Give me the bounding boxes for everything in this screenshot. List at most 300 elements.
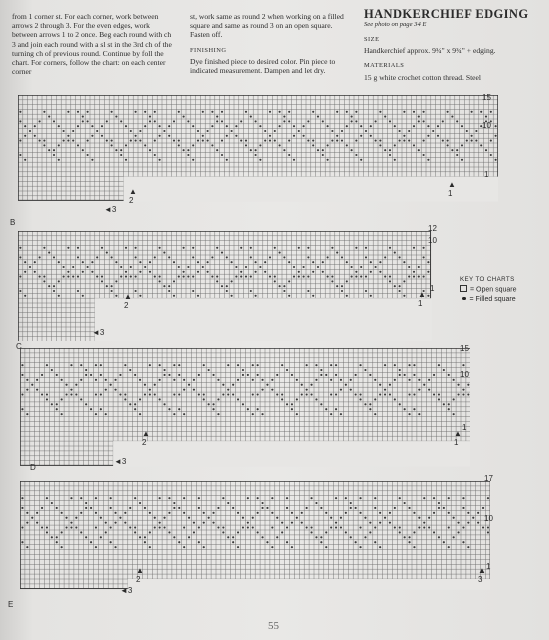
filled-square — [331, 276, 333, 278]
filled-square — [198, 526, 200, 528]
filled-square — [178, 140, 180, 142]
filled-square — [72, 266, 74, 268]
filled-square — [135, 290, 137, 292]
filled-square — [345, 384, 347, 386]
filled-square — [252, 364, 254, 366]
filled-square — [19, 247, 21, 249]
filled-square — [21, 374, 23, 376]
filled-square — [389, 512, 391, 514]
filled-square — [482, 507, 484, 509]
filled-square — [168, 290, 170, 292]
filled-square — [207, 271, 209, 273]
filled-square — [80, 512, 82, 514]
filled-square — [202, 140, 204, 142]
filled-square — [433, 374, 435, 376]
filled-square — [91, 271, 93, 273]
filled-square — [237, 398, 239, 400]
filled-square — [286, 507, 288, 509]
filled-square — [65, 526, 67, 528]
filled-square — [70, 522, 72, 524]
filled-square — [320, 369, 322, 371]
filled-square — [257, 393, 259, 395]
filled-square — [447, 144, 449, 146]
filled-square — [423, 120, 425, 122]
filled-square — [350, 389, 352, 391]
filled-square — [374, 398, 376, 400]
filled-square — [183, 271, 185, 273]
filled-square — [124, 398, 126, 400]
filled-square — [487, 497, 489, 499]
filled-square — [178, 364, 180, 366]
filled-square — [490, 140, 492, 142]
filled-square — [394, 398, 396, 400]
filled-square — [331, 247, 333, 249]
filled-square — [360, 266, 362, 268]
filled-square — [418, 116, 420, 118]
chart-b-grid — [18, 95, 498, 219]
filled-square — [198, 497, 200, 499]
filled-square — [291, 522, 293, 524]
filled-square — [418, 379, 420, 381]
filled-square — [159, 276, 161, 278]
filled-square — [216, 276, 218, 278]
chart-d — [10, 345, 510, 475]
filled-square — [403, 295, 405, 297]
filled-square — [307, 140, 309, 142]
filled-square — [77, 247, 79, 249]
filled-square — [65, 393, 67, 395]
filled-square — [303, 135, 305, 137]
filled-square — [443, 507, 445, 509]
filled-square — [154, 120, 156, 122]
filled-square — [423, 247, 425, 249]
filled-square — [325, 374, 327, 376]
filled-square — [482, 526, 484, 528]
filled-square — [375, 120, 377, 122]
filled-square — [46, 393, 48, 395]
filled-square — [467, 393, 469, 395]
filled-square — [21, 497, 23, 499]
filled-square — [242, 374, 244, 376]
filled-square — [325, 408, 327, 410]
filled-square — [423, 154, 425, 156]
filled-square — [279, 144, 281, 146]
filled-square — [85, 374, 87, 376]
filled-square — [247, 408, 249, 410]
filled-square — [120, 120, 122, 122]
filled-square — [296, 379, 298, 381]
filled-square — [340, 517, 342, 519]
filled-square — [298, 247, 300, 249]
key-open-label: = Open square — [470, 286, 517, 294]
filled-square — [130, 140, 132, 142]
filled-square — [144, 536, 146, 538]
filled-square — [53, 120, 55, 122]
filled-square — [48, 285, 50, 287]
filled-square — [317, 116, 319, 118]
filled-square — [355, 111, 357, 113]
filled-square — [261, 413, 263, 415]
filled-square — [276, 393, 278, 395]
filled-square — [271, 512, 273, 514]
filled-square — [322, 120, 324, 122]
filled-square — [231, 295, 233, 297]
filled-square — [29, 130, 31, 132]
filled-square — [77, 125, 79, 127]
filled-square — [330, 526, 332, 528]
filled-square — [261, 502, 263, 504]
filled-square — [485, 116, 487, 118]
filled-square — [245, 144, 247, 146]
filled-square — [384, 116, 386, 118]
filled-square — [288, 280, 290, 282]
filled-square — [403, 111, 405, 113]
filled-square — [364, 536, 366, 538]
filled-square — [227, 393, 229, 395]
filled-square — [110, 384, 112, 386]
filled-square — [276, 374, 278, 376]
filled-square — [399, 130, 401, 132]
filled-square — [159, 247, 161, 249]
filled-square — [477, 522, 479, 524]
filled-square — [217, 379, 219, 381]
filled-square — [451, 149, 453, 151]
filled-square — [261, 379, 263, 381]
filled-square — [320, 507, 322, 509]
filled-square — [447, 140, 449, 142]
filled-square — [26, 413, 28, 415]
filled-square — [307, 247, 309, 249]
filled-square — [114, 389, 116, 391]
filled-square — [58, 125, 60, 127]
filled-square — [413, 408, 415, 410]
filled-square — [95, 364, 97, 366]
filled-square — [480, 111, 482, 113]
chart-c-arrow-3: ◄3 — [92, 328, 105, 337]
filled-square — [149, 389, 151, 391]
filled-square — [310, 497, 312, 499]
filled-square — [226, 135, 228, 137]
filled-square — [389, 149, 391, 151]
filled-square — [336, 135, 338, 137]
filled-square — [192, 125, 194, 127]
filled-square — [120, 266, 122, 268]
filled-square — [418, 517, 420, 519]
filled-square — [255, 261, 257, 263]
filled-square — [325, 546, 327, 548]
filled-square — [399, 256, 401, 258]
finishing-heading: FINISHING — [190, 46, 227, 54]
filled-square — [340, 526, 342, 528]
filled-square — [408, 393, 410, 395]
filled-square — [163, 252, 165, 254]
filled-square — [163, 285, 165, 287]
filled-square — [222, 393, 224, 395]
filled-square — [63, 130, 65, 132]
instructions-column-2 — [190, 12, 350, 75]
chart-c-label: C — [16, 342, 22, 351]
filled-square — [149, 531, 151, 533]
filled-square — [114, 379, 116, 381]
chart-e-row-top: 17 — [484, 474, 493, 483]
filled-square — [77, 111, 79, 113]
filled-square — [101, 280, 103, 282]
filled-square — [340, 379, 342, 381]
filled-square — [389, 522, 391, 524]
filled-square — [471, 111, 473, 113]
filled-square — [120, 276, 122, 278]
filled-square — [245, 111, 247, 113]
filled-square — [168, 374, 170, 376]
filled-square — [63, 140, 65, 142]
filled-square — [404, 502, 406, 504]
filled-square — [232, 393, 234, 395]
filled-square — [438, 502, 440, 504]
chart-e-arrow-3-label: 3 — [127, 586, 133, 595]
filled-square — [312, 144, 314, 146]
filled-square — [48, 252, 50, 254]
filled-square — [168, 512, 170, 514]
filled-square — [178, 507, 180, 509]
filled-square — [21, 507, 23, 509]
filled-square — [433, 393, 435, 395]
photo-reference: See photo on page 34 E — [364, 21, 427, 28]
filled-square — [269, 140, 271, 142]
filled-square — [173, 507, 175, 509]
filled-square — [462, 541, 464, 543]
filled-square — [495, 159, 497, 161]
filled-square — [346, 261, 348, 263]
filled-square — [235, 125, 237, 127]
filled-square — [394, 144, 396, 146]
filled-square — [274, 247, 276, 249]
filled-square — [281, 398, 283, 400]
filled-square — [125, 125, 127, 127]
filled-square — [336, 140, 338, 142]
filled-square — [355, 374, 357, 376]
filled-square — [101, 135, 103, 137]
filled-square — [183, 512, 185, 514]
filled-square — [274, 140, 276, 142]
filled-square — [19, 120, 21, 122]
filled-square — [336, 252, 338, 254]
filled-square — [360, 125, 362, 127]
filled-square — [216, 149, 218, 151]
filled-square — [359, 364, 361, 366]
filled-square — [106, 140, 108, 142]
filled-square — [495, 125, 497, 127]
filled-square — [296, 413, 298, 415]
filled-square — [457, 522, 459, 524]
filled-square — [58, 280, 60, 282]
filled-square — [438, 398, 440, 400]
chart-b-row-top: 15 — [482, 93, 491, 102]
filled-square — [384, 364, 386, 366]
filled-square — [34, 125, 36, 127]
filled-square — [346, 144, 348, 146]
filled-square — [310, 531, 312, 533]
filled-square — [101, 125, 103, 127]
filled-square — [266, 384, 268, 386]
filled-square — [232, 541, 234, 543]
filled-square — [322, 271, 324, 273]
filled-square — [77, 256, 79, 258]
filled-square — [271, 497, 273, 499]
filled-square — [124, 364, 126, 366]
filled-square — [183, 149, 185, 151]
filled-square — [288, 261, 290, 263]
filled-square — [312, 295, 314, 297]
filled-square — [375, 140, 377, 142]
filled-square — [130, 130, 132, 132]
filled-square — [453, 517, 455, 519]
filled-square — [90, 374, 92, 376]
filled-square — [293, 135, 295, 137]
filled-square — [408, 507, 410, 509]
filled-square — [61, 413, 63, 415]
filled-square — [293, 276, 295, 278]
filled-square — [75, 393, 77, 395]
filled-square — [139, 379, 141, 381]
filled-square — [168, 125, 170, 127]
filled-square — [75, 384, 77, 386]
filled-square — [226, 125, 228, 127]
filled-square — [106, 285, 108, 287]
filled-square — [124, 393, 126, 395]
filled-square — [351, 120, 353, 122]
chart-d-arrow-1-label: 1 — [454, 438, 459, 447]
filled-square — [58, 144, 60, 146]
filled-square — [310, 393, 312, 395]
filled-square — [110, 497, 112, 499]
filled-square — [188, 517, 190, 519]
filled-square — [173, 393, 175, 395]
filled-square — [51, 536, 53, 538]
chart-e-arrow-2-label: 2 — [136, 575, 141, 584]
filled-square — [111, 144, 113, 146]
filled-square — [173, 413, 175, 415]
filled-square — [259, 144, 261, 146]
filled-square — [379, 522, 381, 524]
filled-square — [203, 522, 205, 524]
filled-square — [163, 130, 165, 132]
filled-square — [77, 144, 79, 146]
chart-e — [8, 474, 510, 618]
filled-square — [119, 517, 121, 519]
filled-square — [119, 374, 121, 376]
filled-square — [43, 111, 45, 113]
chart-e-row-mid: 10 — [484, 514, 493, 523]
filled-square — [240, 120, 242, 122]
filled-square — [250, 276, 252, 278]
filled-square — [456, 120, 458, 122]
filled-square — [67, 140, 69, 142]
filled-square — [274, 280, 276, 282]
filled-square — [105, 389, 107, 391]
filled-square — [217, 398, 219, 400]
filled-square — [187, 276, 189, 278]
filled-square — [359, 398, 361, 400]
filled-square — [428, 517, 430, 519]
filled-square — [423, 140, 425, 142]
filled-square — [178, 266, 180, 268]
filled-square — [95, 413, 97, 415]
filled-square — [178, 276, 180, 278]
filled-square — [255, 154, 257, 156]
filled-square — [443, 369, 445, 371]
filled-square — [288, 140, 290, 142]
filled-square — [453, 379, 455, 381]
filled-square — [384, 393, 386, 395]
filled-square — [487, 531, 489, 533]
filled-square — [115, 116, 117, 118]
filled-square — [394, 285, 396, 287]
filled-square — [428, 526, 430, 528]
filled-square — [207, 130, 209, 132]
filled-square — [211, 111, 213, 113]
filled-square — [193, 522, 195, 524]
filled-square — [72, 130, 74, 132]
filled-square — [56, 403, 58, 405]
filled-square — [448, 526, 450, 528]
filled-square — [306, 507, 308, 509]
filled-square — [247, 497, 249, 499]
filled-square — [286, 403, 288, 405]
filled-square — [100, 517, 102, 519]
filled-square — [247, 374, 249, 376]
filled-square — [144, 541, 146, 543]
filled-square — [159, 379, 161, 381]
key-filled-row — [460, 295, 517, 304]
filled-square — [48, 116, 50, 118]
filled-square — [134, 374, 136, 376]
chart-d-arrow-2: ▲ 2 — [142, 429, 150, 447]
filled-square — [51, 502, 53, 504]
filled-square — [413, 374, 415, 376]
filled-square — [394, 507, 396, 509]
filled-square — [475, 130, 477, 132]
filled-square — [413, 144, 415, 146]
filled-square — [67, 271, 69, 273]
filled-square — [232, 536, 234, 538]
filled-square — [208, 369, 210, 371]
filled-square — [394, 526, 396, 528]
filled-square — [418, 149, 420, 151]
filled-square — [298, 276, 300, 278]
filled-square — [168, 408, 170, 410]
filled-square — [281, 364, 283, 366]
filled-square — [221, 285, 223, 287]
filled-square — [43, 144, 45, 146]
filled-square — [418, 389, 420, 391]
chart-d-row-top: 15 — [460, 344, 469, 353]
filled-square — [379, 111, 381, 113]
filled-square — [369, 531, 371, 533]
filled-square — [216, 280, 218, 282]
filled-square — [125, 276, 127, 278]
filled-square — [331, 140, 333, 142]
filled-square — [266, 541, 268, 543]
filled-square — [211, 144, 213, 146]
filled-square — [197, 261, 199, 263]
filled-square — [281, 522, 283, 524]
filled-square — [427, 295, 429, 297]
filled-square — [168, 285, 170, 287]
filled-square — [346, 295, 348, 297]
filled-square — [53, 285, 55, 287]
filled-square — [159, 364, 161, 366]
filled-square — [101, 276, 103, 278]
